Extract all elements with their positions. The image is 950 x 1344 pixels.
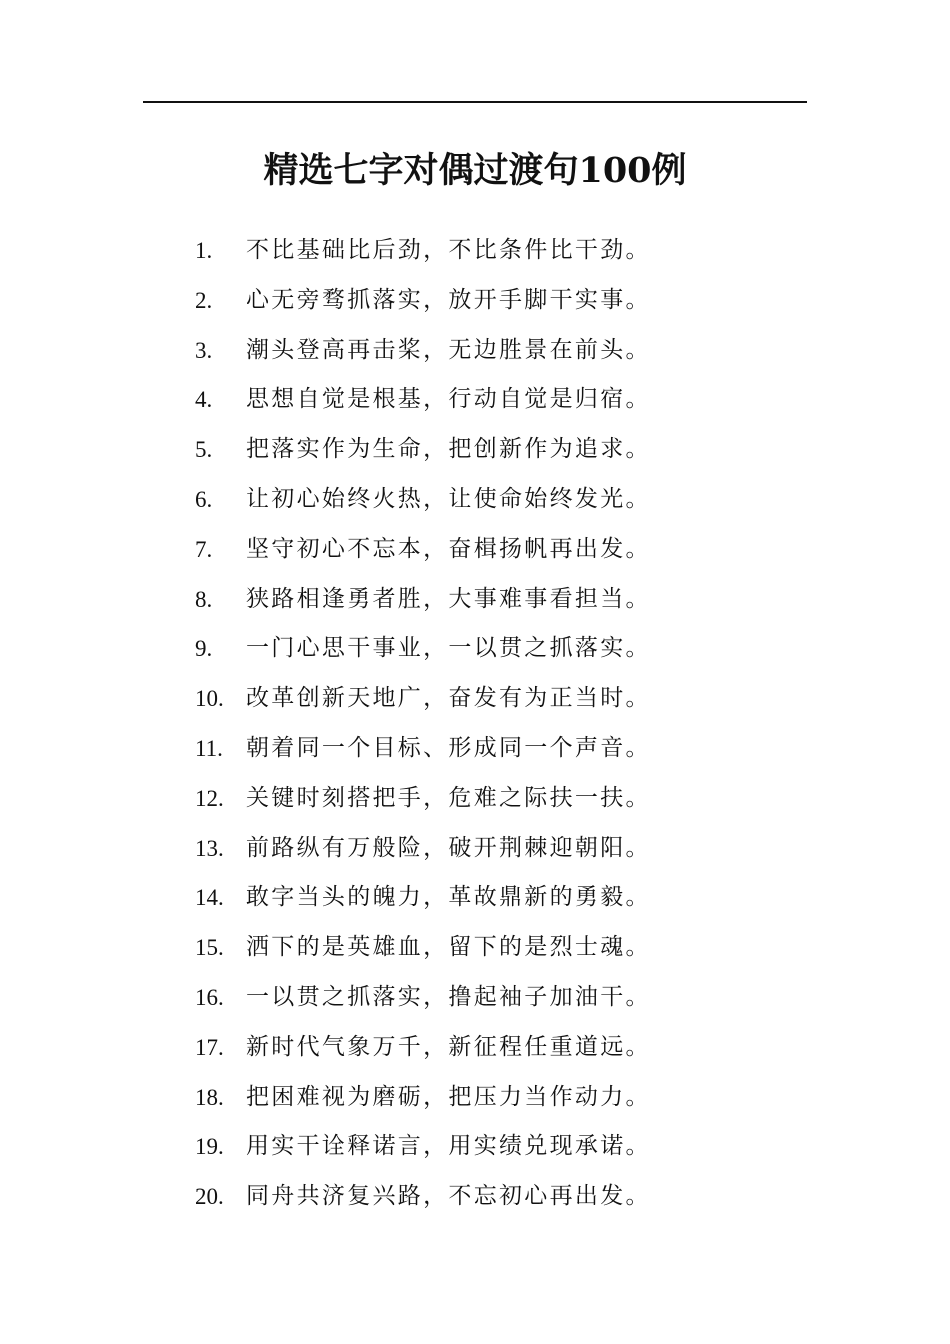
sentence-list <box>0 226 950 1222</box>
list-item <box>0 624 950 674</box>
item-text: 不比基础比后劲，不比条件比干劲。 <box>246 237 651 263</box>
item-text: 把落实作为生命，把创新作为追求。 <box>246 436 651 463</box>
item-text: 心无旁骛抓落实，放开手脚干实事。 <box>246 286 651 313</box>
item-number: 19. <box>195 1134 224 1160</box>
item-number: 17. <box>195 1034 224 1060</box>
list-item <box>0 1023 950 1073</box>
list-item <box>0 475 950 525</box>
list-item <box>0 824 950 874</box>
item-number: 3. <box>195 337 213 363</box>
item-number: 10. <box>195 686 224 712</box>
list-item <box>0 1073 950 1123</box>
list-item <box>0 923 950 973</box>
item-number: 12. <box>195 785 224 811</box>
item-number: 1. <box>195 238 213 263</box>
item-number: 4. <box>195 387 213 413</box>
item-text: 用实干诠释诺言，用实绩兑现承诺。 <box>246 1133 651 1160</box>
list-item <box>0 575 950 625</box>
item-text: 狭路相逢勇者胜，大事难事看担当。 <box>246 585 651 612</box>
item-text: 同舟共济复兴路，不忘初心再出发。 <box>246 1183 651 1210</box>
item-number: 7. <box>195 536 213 562</box>
item-number: 8. <box>195 586 213 612</box>
item-text: 前路纵有万般险，破开荆棘迎朝阳。 <box>246 834 651 861</box>
list-item <box>0 774 950 824</box>
list-item <box>0 873 950 923</box>
item-text: 改革创新天地广，奋发有为正当时。 <box>246 685 651 712</box>
list-item <box>0 525 950 575</box>
item-text: 把困难视为磨砺，把压力当作动力。 <box>246 1083 651 1110</box>
item-number: 14. <box>195 885 224 911</box>
item-text: 关键时刻搭把手，危难之际扶一扶。 <box>246 784 651 811</box>
item-text: 坚守初心不忘本，奋楫扬帆再出发。 <box>246 535 651 562</box>
item-number: 18. <box>195 1084 224 1110</box>
item-number: 15. <box>195 935 224 961</box>
item-number: 2. <box>195 287 213 313</box>
list-item <box>0 1122 950 1172</box>
item-text: 一门心思干事业，一以贯之抓落实。 <box>246 635 651 662</box>
item-text: 潮头登高再击桨，无边胜景在前头。 <box>246 336 651 363</box>
list-item <box>0 425 950 475</box>
item-number: 5. <box>195 437 213 463</box>
item-text: 朝着同一个目标、形成同一个声音。 <box>246 734 651 761</box>
item-number: 11. <box>195 735 223 761</box>
item-text: 思想自觉是根基，行动自觉是归宿。 <box>246 386 651 413</box>
top-rule <box>143 101 807 103</box>
item-text: 敢字当头的魄力，革故鼎新的勇毅。 <box>246 884 651 911</box>
list-item <box>0 375 950 425</box>
item-number: 6. <box>195 486 213 512</box>
item-number: 9. <box>195 636 213 662</box>
item-text: 洒下的是英雄血，留下的是烈士魂。 <box>246 934 651 961</box>
document-title: 精选七字对偶过渡句100例 <box>263 150 687 192</box>
item-number: 16. <box>195 984 224 1010</box>
list-item <box>0 276 950 326</box>
list-item <box>0 724 950 774</box>
item-text: 新时代气象万千，新征程任重道远。 <box>246 1033 651 1060</box>
list-item <box>0 674 950 724</box>
item-number: 13. <box>195 835 224 861</box>
list-item <box>0 973 950 1023</box>
list-item <box>0 1172 950 1222</box>
item-text: 让初心始终火热，让使命始终发光。 <box>246 485 651 512</box>
list-item <box>0 326 950 376</box>
list-item <box>0 226 950 276</box>
item-text: 一以贯之抓落实，撸起袖子加油干。 <box>246 983 651 1010</box>
item-number: 20. <box>195 1184 224 1210</box>
